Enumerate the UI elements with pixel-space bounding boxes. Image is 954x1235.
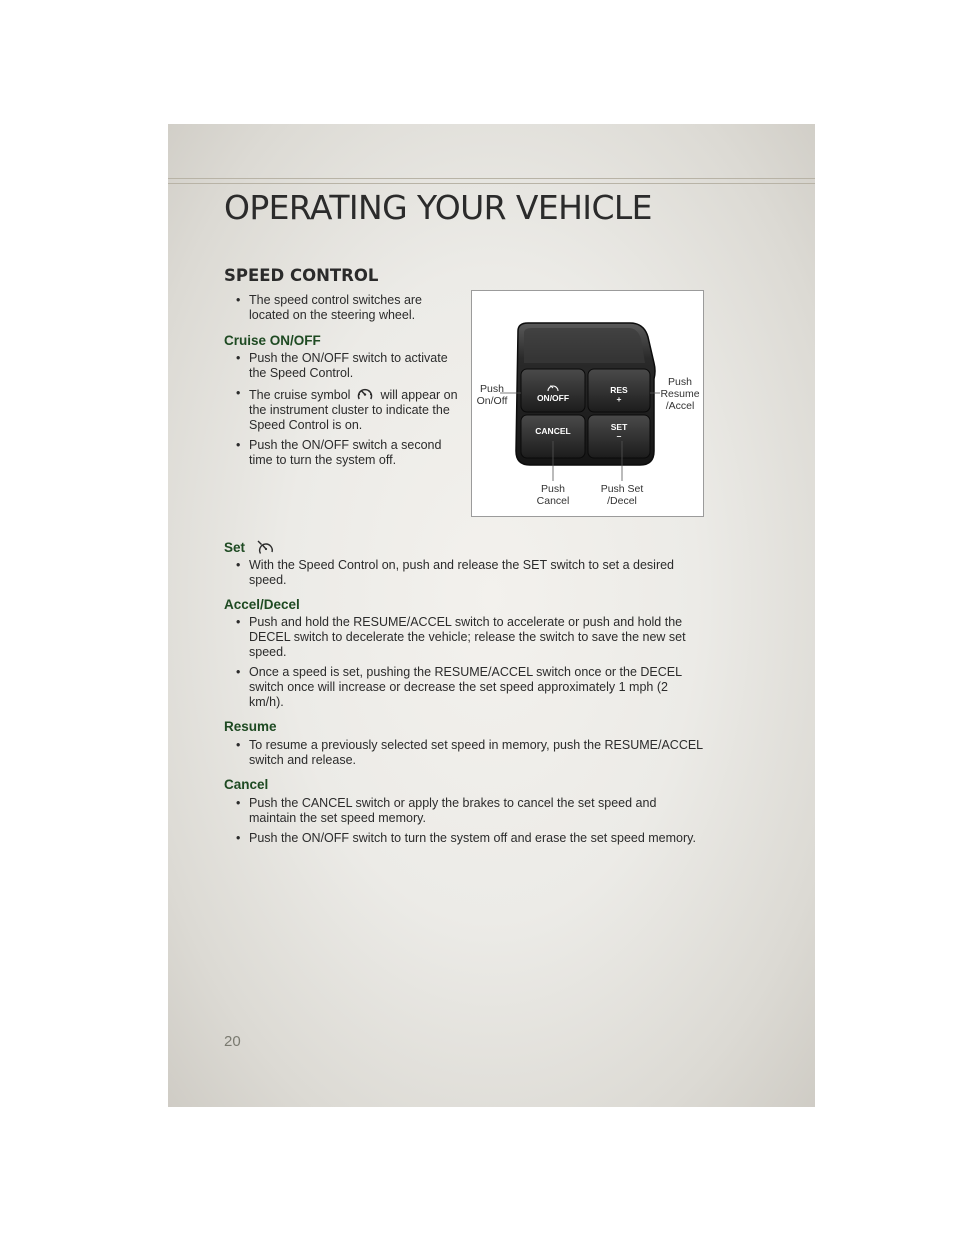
cruise-symbol-text-after: will appear on the instrument cluster to indicate the Speed Control is on. — [249, 388, 458, 432]
accel-decel-list — [236, 615, 706, 715]
cancel-button-label: CANCEL — [535, 426, 571, 436]
callout-push-set: Push Set /Decel — [600, 483, 644, 507]
onoff-button-label: ON/OFF — [536, 393, 570, 403]
set-list — [236, 558, 706, 593]
cruise-set-icon — [257, 540, 275, 559]
set-heading-text: Set — [224, 540, 246, 555]
list-item: • Push the ON/OFF switch to turn the system off and erase the set speed memory. — [236, 831, 706, 846]
set-minus-label: – — [616, 431, 622, 441]
page-number: 20 — [224, 1033, 241, 1050]
set-button-label: SET — [610, 422, 628, 432]
callout-push-cancel: Push Cancel — [536, 483, 570, 507]
res-button-label: RES — [610, 385, 628, 395]
cruise-symbol-text-before: The cruise symbol — [249, 388, 351, 402]
intro-list — [236, 293, 456, 328]
list-item: • Push and hold the RESUME/ACCEL switch to accelerate or push and hold the DECEL switch to decelerate the vehicle; release the switch to save the new set speed. — [236, 615, 706, 660]
cancel-list — [236, 796, 706, 851]
set-heading — [224, 540, 275, 559]
steering-switch-figure — [471, 290, 704, 517]
list-item: • To resume a previously selected set speed in memory, push the RESUME/ACCEL switch and release. — [236, 738, 706, 768]
callout-push-resume: Push Resume /Accel — [660, 376, 700, 412]
list-item: • Push the CANCEL switch or apply the brakes to cancel the set speed and maintain the set speed memory. — [236, 796, 706, 826]
cancel-heading: Cancel — [224, 777, 269, 792]
cruise-list — [236, 351, 468, 473]
list-item: • The speed control switches are located on the steering wheel. — [236, 293, 456, 323]
section-title: OPERATING YOUR VEHICLE — [224, 188, 652, 227]
list-item: • Push the ON/OFF switch to activate the Speed Control. — [236, 351, 468, 381]
header-rule-top — [168, 178, 815, 179]
header-rule-bottom — [168, 183, 815, 184]
resume-heading: Resume — [224, 719, 277, 734]
accel-decel-heading: Accel/Decel — [224, 597, 300, 612]
list-item: • Push the ON/OFF switch a second time to turn the system off. — [236, 438, 468, 468]
res-plus-label: + — [616, 394, 622, 404]
cruise-onoff-heading: Cruise ON/OFF — [224, 333, 321, 348]
callout-push-onoff: Push On/Off — [476, 383, 508, 407]
speed-control-heading: SPEED CONTROL — [224, 266, 379, 285]
list-item — [236, 386, 468, 433]
resume-list — [236, 738, 706, 773]
cruise-control-icon — [356, 386, 374, 402]
list-item: • Once a speed is set, pushing the RESUME/ACCEL switch once or the DECEL switch once will increase or decrease the set speed approximately 1 mph (2 km/h). — [236, 665, 706, 710]
list-item: • With the Speed Control on, push and release the SET switch to set a desired speed. — [236, 558, 706, 588]
